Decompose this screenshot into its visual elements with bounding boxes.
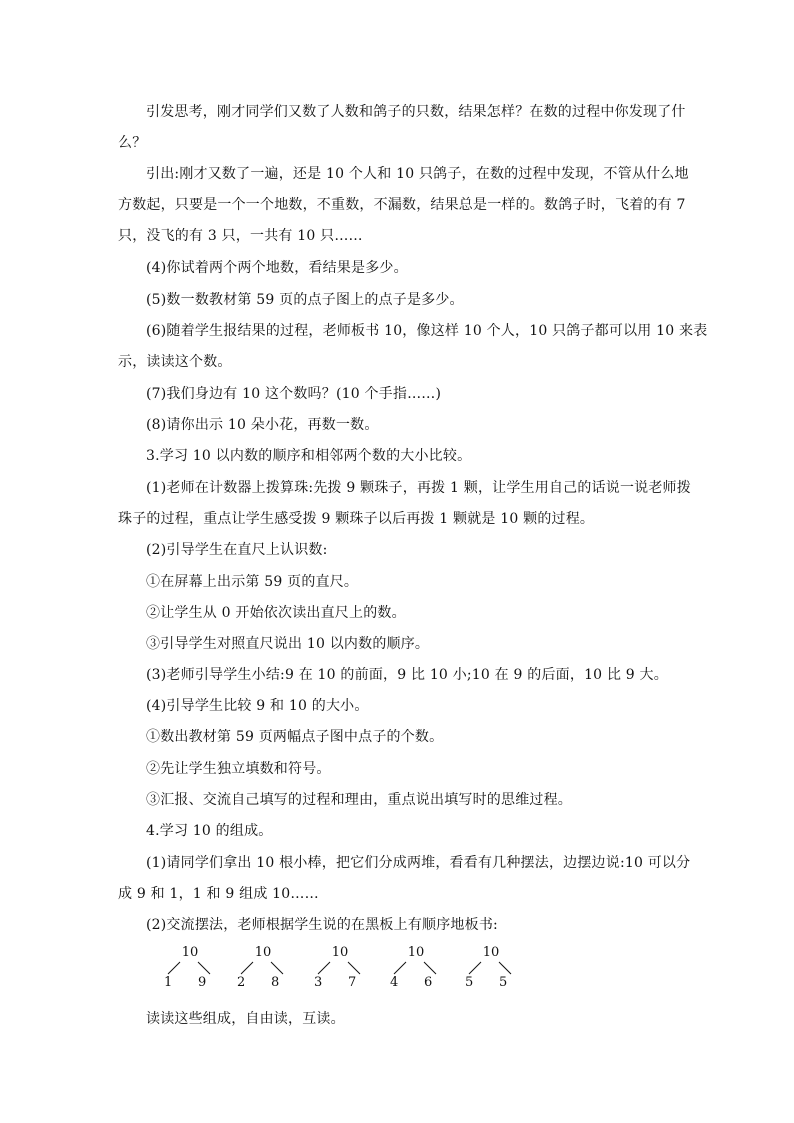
composition-total: 10 [482, 945, 500, 960]
paragraph-line: (4)你试着两个两个地数，看结果是多少。 [146, 260, 408, 276]
composition-left: 4 [390, 975, 399, 990]
paragraph-line: ①在屏幕上出示第 59 页的直尺。 [146, 574, 359, 590]
section-heading: 3.学习 10 以内数的顺序和相邻两个数的大小比较。 [146, 448, 472, 464]
paragraph-line: (6)随着学生报结果的过程，老师板书 10，像这样 10 个人，10 只鸽子都可以用 10 来表 [146, 323, 708, 339]
composition-total: 10 [181, 945, 199, 960]
composition-left: 2 [237, 975, 246, 990]
paragraph-line: ③汇报、交流自己填写的过程和理由，重点说出填写时的思维过程。 [146, 792, 572, 808]
composition-right: 5 [499, 975, 508, 990]
paragraph-line: (1)老师在计数器上拨算珠:先拨 9 颗珠子，再拨 1 颗，让学生用自己的话说一说老师拨 [146, 480, 691, 496]
paragraph-line: 只，没飞的有 3 只，一共有 10 只…… [118, 228, 363, 244]
composition-right: 9 [198, 975, 207, 990]
composition-total: 10 [331, 945, 349, 960]
paragraph-line: 珠子的过程，重点让学生感受拨 9 颗珠子以后再拨 1 颗就是 10 颗的过程。 [118, 511, 595, 527]
paragraph-line: (3)老师引导学生小结:9 在 10 的前面，9 比 10 小;10 在 9 的后面，10 比 9 大。 [146, 667, 668, 683]
section-heading: 4.学习 10 的组成。 [146, 823, 273, 839]
paragraph-line: 引发思考，刚才同学们又数了人数和鸽子的只数，结果怎样？在数的过程中你发现了什 [146, 104, 686, 120]
composition-right: 7 [348, 975, 357, 990]
composition-item [461, 944, 521, 994]
composition-left: 3 [314, 975, 323, 990]
composition-right: 6 [424, 975, 433, 990]
paragraph-line: (1)请同学们拿出 10 根小棒，把它们分成两堆，看看有几种摆法，边摆边说:10 可以分 [146, 855, 691, 871]
paragraph-line: 成 9 和 1，1 和 9 组成 10…… [118, 886, 319, 902]
paragraph-line: ②让学生从 0 开始依次读出直尺上的数。 [146, 605, 406, 621]
number-composition-diagram [160, 944, 540, 994]
closing-line: 读读这些组成，自由读，互读。 [146, 1011, 345, 1027]
paragraph-line: ③引导学生对照直尺说出 10 以内数的顺序。 [146, 636, 430, 652]
composition-left: 1 [164, 975, 173, 990]
paragraph-line: ①数出教材第 59 页两幅点子图中点子的个数。 [146, 729, 444, 745]
paragraph-line: (2)交流摆法，老师根据学生说的在黑板上有顺序地板书: [146, 917, 498, 933]
paragraph-line: 示，读读这个数。 [118, 354, 232, 370]
composition-item [386, 944, 446, 994]
paragraph-line: (5)数一数教材第 59 页的点子图上的点子是多少。 [146, 292, 464, 308]
paragraph-line: 引出:刚才又数了一遍，还是 10 个人和 10 只鸽子，在数的过程中发现，不管从什么地 [146, 166, 689, 182]
paragraph-line: (8)请你出示 10 朵小花，再数一数。 [146, 417, 379, 433]
paragraph-line: (7)我们身边有 10 这个数吗？(10 个手指……) [146, 386, 442, 402]
composition-total: 10 [254, 945, 272, 960]
paragraph-line: (2)引导学生在直尺上认识数: [146, 542, 328, 558]
paragraph-line: 方数起，只要是一个一个地数，不重数，不漏数，结果总是一样的。数鸽子时，飞着的有 7 [118, 197, 686, 213]
paragraph-line: ②先让学生独立填数和符号。 [146, 761, 331, 777]
composition-item [160, 944, 220, 994]
composition-total: 10 [407, 945, 425, 960]
composition-left: 5 [465, 975, 474, 990]
composition-item [310, 944, 370, 994]
paragraph-line: (4)引导学生比较 9 和 10 的大小。 [146, 698, 369, 714]
paragraph-line: 么？ [118, 135, 147, 151]
composition-right: 8 [271, 975, 280, 990]
composition-item [233, 944, 293, 994]
